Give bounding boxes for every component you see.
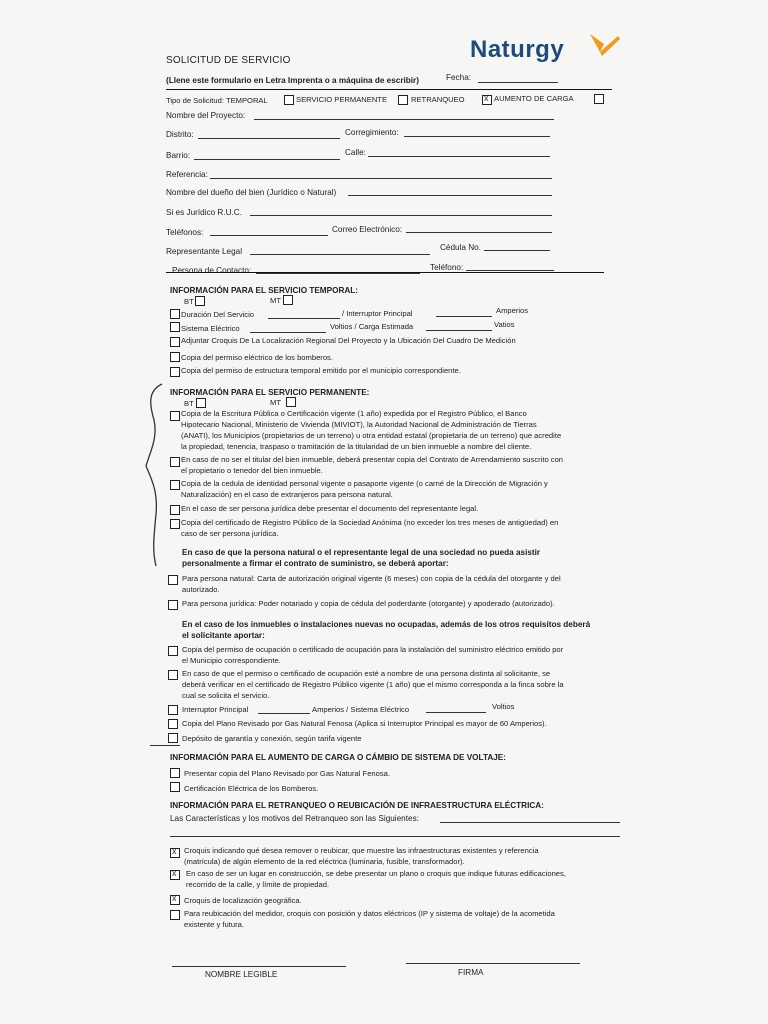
permanente-bt-label: BT xyxy=(184,399,194,408)
note1-line1: En caso de que la persona natural o el representante legal de una sociedad no pueda asistir xyxy=(182,548,541,557)
representante-field[interactable] xyxy=(250,254,430,255)
voltios-label: Voltios xyxy=(492,702,515,711)
note1-line2: personalmente a firmar el contrato de suministro, se deberá aportar: xyxy=(182,559,449,568)
amperios-label: Amperios xyxy=(496,306,529,315)
permanente-option: SERVICIO PERMANENTE xyxy=(296,95,388,104)
naturgy-logo-icon xyxy=(588,30,622,60)
interruptor-label: / Interruptor Principal xyxy=(342,309,413,318)
deposito-text: Depósito de garantía y conexión, según tarifa vigente xyxy=(182,734,362,743)
temporal-mt-label: MT xyxy=(270,296,281,305)
retranqueo-motivos-field-2[interactable] xyxy=(170,836,620,837)
distrito-label: Distrito: xyxy=(166,130,194,139)
aumento-checkbox[interactable] xyxy=(482,95,492,105)
tipo-label: Tipo de Solicitud: TEMPORAL xyxy=(166,96,268,105)
amperios-sistema-label: Amperios / Sistema Eléctrico xyxy=(312,705,410,714)
telefono-label: Teléfono: xyxy=(430,263,464,272)
perm-item2-checkbox[interactable] xyxy=(170,457,180,467)
nombre-signature-line[interactable] xyxy=(172,966,346,967)
corregimiento-label: Corregimiento: xyxy=(345,128,399,137)
fecha-field[interactable] xyxy=(478,82,558,83)
pen-mark xyxy=(150,745,180,746)
firma-signature-line[interactable] xyxy=(406,963,580,964)
retranqueo-subheading: Las Características y los motivos del Retranqueo son las Siguientes: xyxy=(170,814,419,823)
representante-label: Representante Legal xyxy=(166,247,243,256)
natural-line2: autorizado. xyxy=(182,585,220,594)
distrito-field[interactable] xyxy=(198,138,340,139)
plano-text: Copia del Plano Revisado por Gas Natural Fenosa (Aplica si Interruptor Principal es mayor de 60 Amperios). xyxy=(182,719,547,728)
cedula-label: Cédula No. xyxy=(440,243,481,252)
juridica-checkbox[interactable] xyxy=(168,600,178,610)
referencia-field[interactable] xyxy=(210,178,552,179)
perm-item4-text: En el caso de ser persona jurídica debe presentar el documento del representante legal. xyxy=(181,504,479,513)
temporal-item4-checkbox[interactable] xyxy=(170,352,180,362)
form-title: SOLICITUD DE SERVICIO xyxy=(166,55,291,66)
duracion-label: Duración Del Servicio xyxy=(181,310,255,319)
note2-line2: el solicitante aportar: xyxy=(182,631,265,640)
ruc-label: Si es Jurídico R.U.C. xyxy=(166,208,242,217)
sistema-field[interactable] xyxy=(250,332,326,333)
perm-item4-checkbox[interactable] xyxy=(170,505,180,515)
contacto-label: Persona de Contacto: xyxy=(172,266,252,275)
instruction-text: (Llene este formulario en Letra Imprenta o a máquina de escribir) xyxy=(166,76,419,85)
nombre-proyecto-field[interactable] xyxy=(254,119,554,120)
correo-field[interactable] xyxy=(406,232,552,233)
referencia-label: Referencia: xyxy=(166,170,208,179)
telefono-field[interactable] xyxy=(466,270,554,271)
temporal-item3-checkbox[interactable] xyxy=(170,337,180,347)
retranqueo-checkbox[interactable] xyxy=(398,95,408,105)
telefonos-field[interactable] xyxy=(210,235,328,236)
perm-item2-line1: En caso de no ser el titular del bien inmueble, deberá presentar copia del Contrato de Arrendamiento suscrito con xyxy=(181,455,564,464)
natural-checkbox[interactable] xyxy=(168,575,178,585)
juridica-text: Para persona jurídica: Poder notariado y copia de cédula del poderdante (otorgante) y apoderado (autorizado). xyxy=(182,599,555,608)
retranqueo-item2-line2: recorrido de la calle, y límite de propiedad. xyxy=(186,880,330,889)
corregimiento-field[interactable] xyxy=(404,136,550,137)
permiso-distinto-line1: En caso de que el permiso o certificado de ocupación esté a nombre de una persona distinta al solicitante, se xyxy=(182,669,551,678)
ocupacion-line2: el Municipio correspondiente. xyxy=(182,656,281,665)
nombre-legible-label: NOMBRE LEGIBLE xyxy=(205,970,278,979)
naturgy-logo-text: Naturgy xyxy=(470,36,565,63)
temporal-mt-checkbox[interactable] xyxy=(283,295,293,305)
permanente-bt-checkbox[interactable] xyxy=(196,398,206,408)
calle-field[interactable] xyxy=(368,156,550,157)
croquis-text: Adjuntar Croquis De La Localización Regional Del Proyecto y la Ubicación Del Cuadro De Medición xyxy=(181,336,516,345)
perm-item1-line3: (ANATI), los Municipios (propietarios de un terreno) u otra entidad estatal (propietaria de un terreno) que acredite xyxy=(181,431,562,440)
ocupacion-checkbox[interactable] xyxy=(168,646,178,656)
contacto-field[interactable] xyxy=(256,273,420,274)
correo-label: Correo Electrónico: xyxy=(332,225,403,234)
interruptor-field[interactable] xyxy=(436,316,492,317)
retranqueo-item1-checkbox[interactable] xyxy=(170,848,180,858)
permanente-heading: INFORMACIÓN PARA EL SERVICIO PERMANENTE: xyxy=(170,388,370,397)
retranqueo-item4-line2: existente y futura. xyxy=(184,920,244,929)
telefonos-label: Teléfonos: xyxy=(166,228,204,237)
perm-item1-checkbox[interactable] xyxy=(170,411,180,421)
perm-item1-line2: Hipotecario Nacional, Ministerio de Vivienda (MIVIOT), la Autoridad Nacional de Administración de Tierras xyxy=(181,420,537,429)
bomberos-text: Copia del permiso eléctrico de los bomberos. xyxy=(181,353,333,362)
interruptor-principal-label: Interruptor Principal xyxy=(182,705,249,714)
calle-label: Calle: xyxy=(345,148,366,157)
retranqueo-motivos-field[interactable] xyxy=(440,822,620,823)
fecha-label: Fecha: xyxy=(446,73,472,82)
perm-item5-line1: Copia del certificado de Registro Público de la Sociedad Anónima (no exceder los tres meses de antigüedad) en xyxy=(181,518,559,527)
aumento-item1-checkbox[interactable] xyxy=(170,768,180,778)
barrio-field[interactable] xyxy=(194,159,340,160)
natural-line1: Para persona natural: Carta de autorización original vigente (6 meses) con copia de la cédula del otorgante y del xyxy=(182,574,561,583)
retranqueo-heading: INFORMACIÓN PARA EL RETRANQUEO O REUBICACIÓN DE INFRAESTRUCTURA ELÉCTRICA: xyxy=(170,801,544,810)
perm-item5-line2: caso de ser persona jurídica. xyxy=(181,529,279,538)
ocupacion-line1: Copia del permiso de ocupación o certificado de ocupación para la instalación del suministro eléctrico emitido por xyxy=(182,645,564,654)
permanente-mt-label: MT xyxy=(270,398,281,407)
retranqueo-option: RETRANQUEO xyxy=(411,95,465,104)
duracion-field[interactable] xyxy=(268,318,340,319)
permanente-mt-checkbox[interactable] xyxy=(286,397,296,407)
fields-rule xyxy=(166,272,604,273)
ruc-field[interactable] xyxy=(250,215,552,216)
perm-item3-line1: Copia de la cedula de identidad personal vigente o pasaporte vigente (o carné de la Dirección de Migración y xyxy=(181,479,548,488)
carga-field[interactable] xyxy=(426,330,492,331)
retranqueo-item3-checkbox[interactable] xyxy=(170,895,180,905)
plano-checkbox[interactable] xyxy=(168,719,178,729)
retranqueo-item2-line1: En caso de ser un lugar en construcción, se debe presentar un plano o croquis que indique futuras edificaciones, xyxy=(186,869,566,878)
perm-item5-checkbox[interactable] xyxy=(170,519,180,529)
carga-label: Voltios / Carga Estimada xyxy=(330,322,414,331)
retranqueo-item1-line2: (matrícula) de algún elemento de la red eléctrica (luminaria, fusible, transformador). xyxy=(184,857,465,866)
extra-checkbox[interactable] xyxy=(594,94,604,104)
aumento-item2-checkbox[interactable] xyxy=(170,782,180,792)
nombre-proyecto-label: Nombre del Proyecto: xyxy=(166,111,246,120)
retranqueo-item1-line1: Croquis indicando qué desea remover o reubicar, que muestre las infraestructuras existentes y referencia xyxy=(184,846,539,855)
temporal-bt-checkbox[interactable] xyxy=(195,296,205,306)
barrio-label: Barrio: xyxy=(166,151,191,160)
temporal-item1-checkbox[interactable] xyxy=(170,309,180,319)
permiso-distinto-line2: deberá verificar en el certificado de Registro Público vigente (1 año) que el mismo corresponda a la finca sobre la xyxy=(182,680,564,689)
perm-item2-line2: el propietario o tenedor del bien inmueble. xyxy=(181,466,323,475)
retranqueo-item3-text: Croquis de localización geográfica. xyxy=(184,896,302,905)
temporal-bt-label: BT xyxy=(184,297,194,306)
deposito-checkbox[interactable] xyxy=(168,733,178,743)
interruptor-principal-checkbox[interactable] xyxy=(168,705,178,715)
perm-item3-line2: Naturalización) en el caso de extranjeros para persona natural. xyxy=(181,490,393,499)
retranqueo-item4-line1: Para reubicación del medidor, croquis con posición y datos eléctricos (IP y sistema de voltaje) de la acometida xyxy=(184,909,555,918)
aumento-option: AUMENTO DE CARGA xyxy=(494,94,574,103)
perm-item1-line1: Copia de la Escritura Pública o Certificación vigente (1 año) expedida por el Registro Público, el Banco xyxy=(181,409,527,418)
temporal-item2-checkbox[interactable] xyxy=(170,322,180,332)
permanente-checkbox[interactable] xyxy=(284,95,294,105)
temporal-heading: INFORMACIÓN PARA EL SERVICIO TEMPORAL: xyxy=(170,286,359,295)
sistema-electrico-field[interactable] xyxy=(426,712,486,713)
aumento-item2-text: Certificación Eléctrica de los Bomberos. xyxy=(184,784,319,793)
aumento-item1-text: Presentar copia del Plano Revisado por Gas Natural Fenosa. xyxy=(184,769,390,778)
estructura-text: Copia del permiso de estructura temporal emitido por el municipio correspondiente. xyxy=(181,366,461,375)
perm-item3-checkbox[interactable] xyxy=(170,480,180,490)
dueno-field[interactable] xyxy=(348,195,552,196)
permiso-distinto-checkbox[interactable] xyxy=(168,670,178,680)
header-rule xyxy=(166,89,612,90)
dueno-label: Nombre del dueño del bien (Jurídico o Natural) xyxy=(166,188,337,197)
note2-line1: En el caso de los inmuebles o instalaciones nuevas no ocupadas, además de los otros requisitos deberá xyxy=(182,620,591,629)
aumento-heading: INFORMACIÓN PARA EL AUMENTO DE CARGA O CÁMBIO DE SISTEMA DE VOLTAJE: xyxy=(170,753,506,762)
cedula-field[interactable] xyxy=(484,250,550,251)
perm-item1-line4: la propiedad, tenencia, traspaso o tramitación de la titularidad de un bien inmueble a nombre del cliente. xyxy=(181,442,532,451)
retranqueo-item2-checkbox[interactable] xyxy=(170,870,180,880)
permiso-distinto-line3: cual se solicita el servicio. xyxy=(182,691,270,700)
vatios-label: Vatios xyxy=(494,320,515,329)
retranqueo-item4-checkbox[interactable] xyxy=(170,910,180,920)
sistema-label: Sistema Eléctrico xyxy=(181,324,240,333)
temporal-item5-checkbox[interactable] xyxy=(170,367,180,377)
firma-label: FIRMA xyxy=(458,968,484,977)
bracket-mark xyxy=(140,380,170,570)
interruptor-principal-field[interactable] xyxy=(258,713,310,714)
